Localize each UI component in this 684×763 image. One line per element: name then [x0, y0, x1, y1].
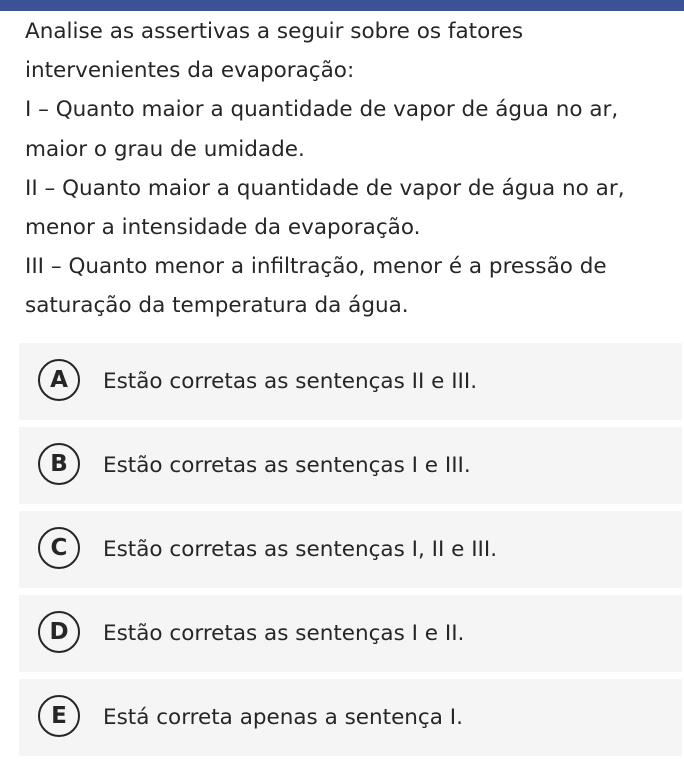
- option-a[interactable]: [19, 343, 682, 420]
- question-intro: Analise as assertivas a seguir sobre os fatores intervenientes da evaporação:: [25, 19, 524, 84]
- option-letter-badge: B: [38, 443, 80, 485]
- option-letter-badge: C: [38, 527, 80, 569]
- option-letter-badge: E: [38, 695, 80, 737]
- option-text: Está correta apenas a sentença I.: [103, 705, 463, 730]
- option-text: Estão corretas as sentenças II e III.: [103, 369, 478, 394]
- option-e[interactable]: [19, 679, 682, 756]
- assertion-i: I – Quanto maior a quantidade de vapor de água no ar, maior o grau de umidade.: [25, 97, 619, 162]
- option-c[interactable]: [19, 511, 682, 588]
- assertion-ii: II – Quanto maior a quantidade de vapor de água no ar, menor a intensidade da evaporação.: [25, 175, 625, 241]
- option-letter-badge: A: [38, 359, 80, 401]
- option-text: Estão corretas as sentenças I e II.: [103, 621, 465, 646]
- option-letter-badge: D: [38, 611, 80, 653]
- question-statement: [25, 12, 675, 326]
- option-b[interactable]: [19, 427, 682, 504]
- top-accent-bar: [0, 0, 684, 11]
- answer-options: [19, 343, 682, 763]
- option-text: Estão corretas as sentenças I e III.: [103, 453, 471, 478]
- option-text: Estão corretas as sentenças I, II e III.: [103, 537, 498, 562]
- option-d[interactable]: [19, 595, 682, 672]
- assertion-iii: III – Quanto menor a infiltração, menor é a pressão de saturação da temperatura da água.: [25, 254, 607, 319]
